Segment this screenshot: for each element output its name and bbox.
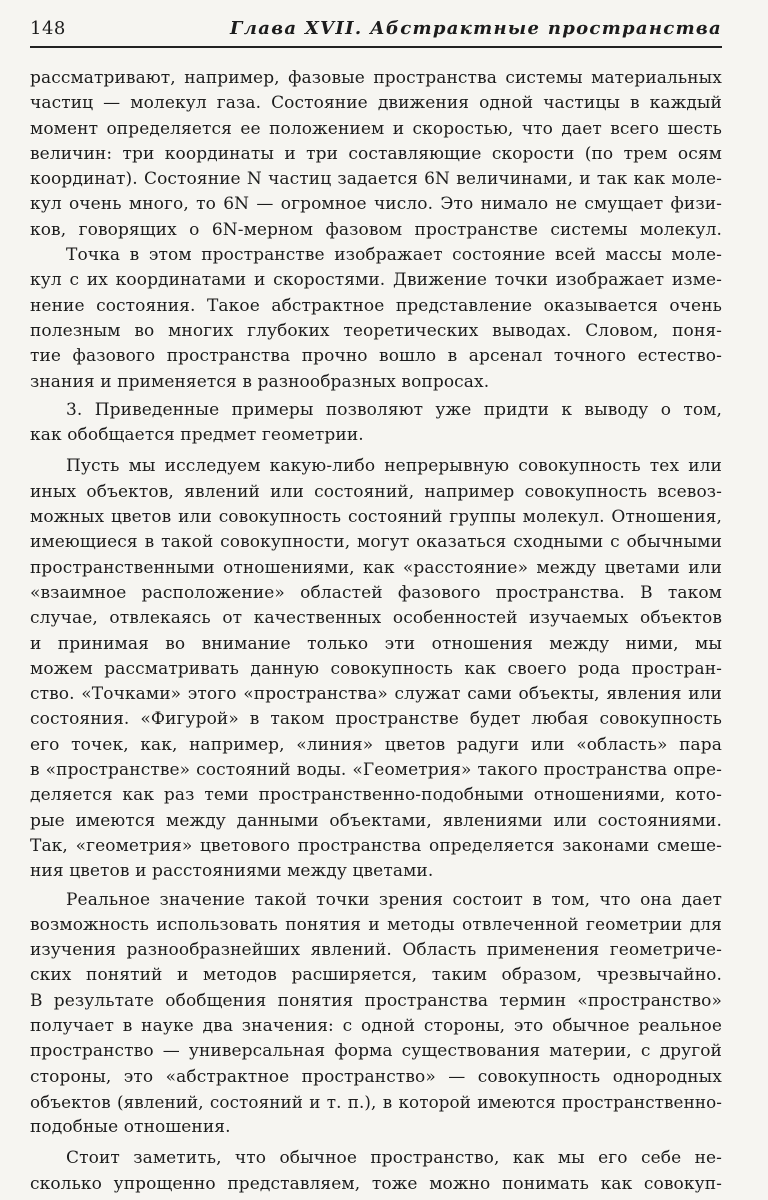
text-line: Стоит заметить, что обычное пространство, как мы его себе не- [66, 1148, 722, 1169]
text-line: как обобщается предмет геометрии. [30, 425, 364, 446]
text-line: пространство — универсальная форма существования материи, с другой [30, 1041, 722, 1062]
paragraph-numbered [30, 398, 722, 449]
page-number: 148 [30, 18, 66, 39]
text-line: случае, отвлекаясь от качественных особенностей изучаемых объектов [30, 608, 722, 629]
text-line: имеющиеся в такой совокупности, могут оказаться сходными с обычными [30, 532, 722, 553]
text-line: возможность использовать понятия и методы отвлеченной геометрии для [30, 914, 722, 935]
text-line: в «пространстве» состояний воды. «Геометрия» такого пространства опре- [30, 760, 722, 781]
text-line: стороны, это «абстрактное пространство» — совокупность однородных [30, 1066, 722, 1087]
text-line: получает в науке два значения: с одной стороны, это обычное реальное [30, 1015, 722, 1036]
text-line: ство. «Точками» этого «пространства» служат сами объекты, явления или [30, 684, 722, 705]
text-line: нение состояния. Такое абстрактное представление оказывается очень [30, 295, 722, 316]
text-line: В результате обобщения понятия пространства термин «пространство» [30, 990, 722, 1011]
text-line: и принимая во внимание только эти отношения между ними, мы [30, 633, 722, 654]
text-line: подобные отношения. [30, 1117, 231, 1138]
paragraph [30, 888, 722, 1141]
text-line: состояния. «Фигурой» в таком пространстве будет любая совокупность [30, 709, 722, 730]
paragraph [30, 454, 722, 884]
text-line: ков, говорящих о 6N-мерном фазовом пространстве системы молекул. [30, 219, 722, 240]
text-line: «взаимное расположение» областей фазового пространства. В таком [30, 582, 722, 603]
text-line: объектов (явлений, состояний и т. п.), в которой имеются пространственно- [30, 1091, 722, 1112]
text-line: кул с их координатами и скоростями. Движение точки изображает изме- [30, 270, 722, 291]
text-line: рые имеются между данными объектами, явлениями или состояниями. [30, 810, 722, 831]
text-line: изучения разнообразнейших явлений. Область применения геометриче- [30, 940, 722, 961]
header-rule [30, 46, 722, 48]
text-line: тие фазового пространства прочно вошло в арсенал точного естество- [30, 346, 722, 367]
text-line: Пусть мы исследуем какую-либо непрерывную совокупность тех или [66, 456, 722, 477]
page-header [30, 16, 722, 46]
text-line: ния цветов и расстояниями между цветами. [30, 861, 434, 882]
text-line: величин: три координаты и три составляющие скорости (по трем осям [30, 143, 722, 164]
text-line: деляется как раз теми пространственно-подобными отношениями, кото- [30, 785, 722, 806]
text-line: Так, «геометрия» цветового пространства определяется законами смеше- [30, 835, 722, 856]
text-line: сколько упрощенно представляем, тоже можно понимать как совокуп- [30, 1173, 722, 1194]
text-line: кул очень много, то 6N — огромное число. Это нимало не смущает физи- [30, 194, 722, 215]
paragraph-continuation [30, 66, 722, 243]
text-line: пространственными отношениями, как «расстояние» между цветами или [30, 557, 722, 578]
text-line: его точек, как, например, «линия» цветов радуги или «область» пара [30, 734, 722, 755]
text-line: Точка в этом пространстве изображает состояние всей массы моле- [66, 245, 722, 266]
body-text [30, 66, 722, 1197]
text-line: знания и применяется в разнообразных вопросах. [30, 371, 490, 392]
text-line: полезным во многих глубоких теоретических выводах. Словом, поня- [30, 320, 722, 341]
text-line: можем рассматривать данную совокупность как своего рода простран- [30, 658, 722, 679]
text-line: Реальное значение такой точки зрения состоит в том, что она дает [66, 889, 722, 910]
text-line: рассматривают, например, фазовые пространства системы материальных [30, 68, 722, 88]
text-line: ских понятий и методов расширяется, таким образом, чрезвычайно. [30, 965, 722, 986]
text-line: иных объектов, явлений или состояний, например совокупность всевоз- [30, 481, 722, 502]
running-head: Глава XVII. Абстрактные пространства [230, 18, 722, 39]
text-line: частиц — молекул газа. Состояние движения одной частицы в каждый [30, 93, 722, 114]
paragraph [30, 1146, 722, 1197]
text-line: момент определяется ее положением и скоростью, что дает всего шесть [30, 118, 722, 139]
paragraph [30, 243, 722, 395]
text-line: можных цветов или совокупность состояний группы молекул. Отношения, [30, 507, 722, 528]
text-line: координат). Состояние N частиц задается 6N величинами, и так как моле- [30, 169, 722, 190]
text-line: 3. Приведенные примеры позволяют уже придти к выводу о том, [66, 399, 722, 420]
